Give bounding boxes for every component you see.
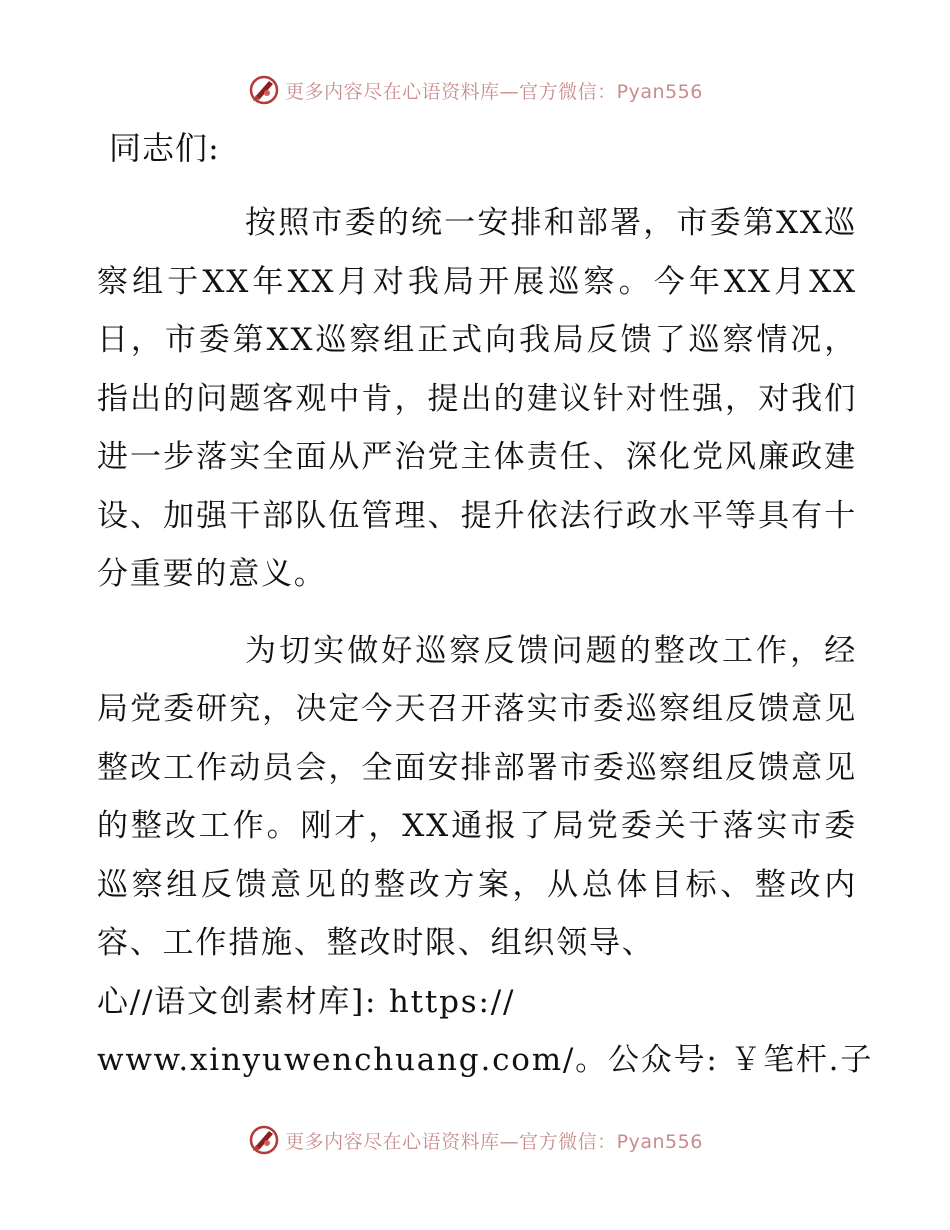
pen-in-circle-logo-icon	[247, 73, 281, 107]
paragraph-1: 按照市委的统一安排和部署，市委第XX巡察组于XX年XX月对我局开展巡察。今年XX月XX日，市委第XX巡察组正式向我局反馈了巡察情况，指出的问题客观中肯，提出的建议针对性强，对我们进一步落实全面从严治党主体责任、深化党风廉政建设、加强干部队伍管理、提升依法行政水平等具有十分重要的意义。	[97, 205, 857, 592]
paragraph-2: 为切实做好巡察反馈问题的整改工作，经局党委研究，决定今天召开落实市委巡察组反馈意见整改工作动员会，全面安排部署市委巡察组反馈意见的整改工作。刚才，XX通报了局党委关于落实市委巡察组反馈意见的整改方案，从总体目标、整改内容、工作措施、整改时限、组织领导、	[97, 632, 857, 961]
greeting: 同志们:	[109, 129, 220, 167]
source-line-1: 心//语文创素材库]: https://	[97, 983, 516, 1020]
source-line-2: www.xinyuwenchuang.com/。公众号: ￥笔杆.子	[97, 1042, 874, 1078]
watermark-text: 更多内容尽在心语资料库—官方微信：Pyan556	[285, 1130, 703, 1153]
watermark-text: 更多内容尽在心语资料库—官方微信：Pyan556	[285, 80, 703, 103]
document-body	[97, 126, 874, 1090]
footer-watermark-banner	[0, 1120, 950, 1160]
header-watermark-banner	[0, 70, 950, 110]
pen-in-circle-logo-icon	[247, 1123, 281, 1157]
